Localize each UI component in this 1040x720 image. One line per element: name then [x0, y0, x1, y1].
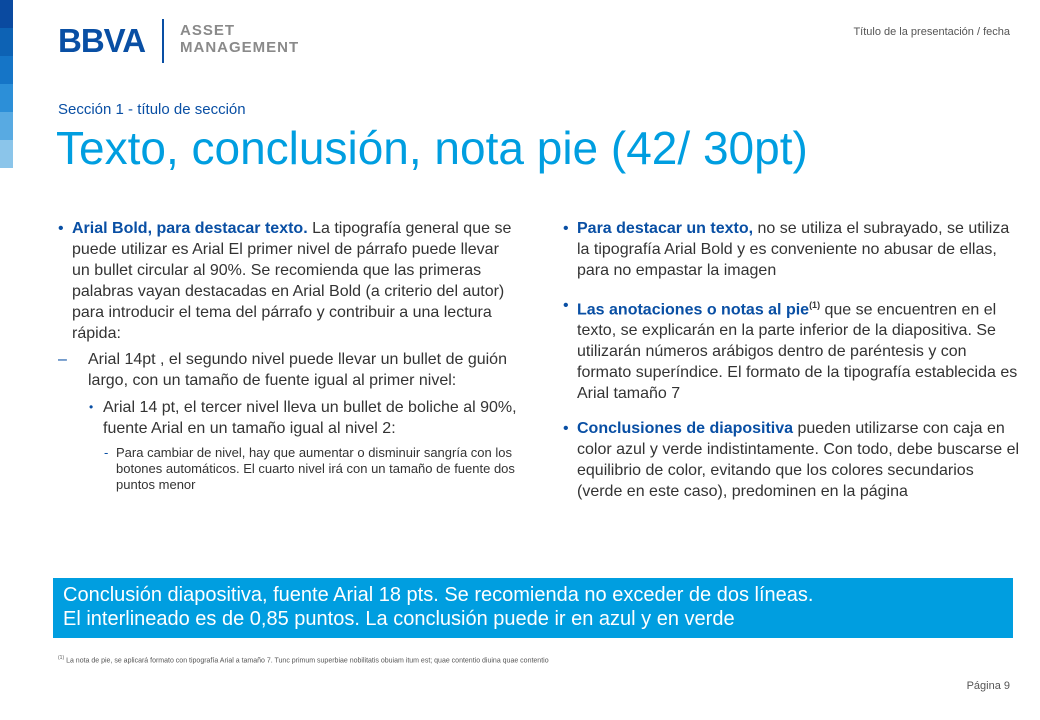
decorative-strip-1	[0, 0, 13, 28]
decorative-strip-5	[0, 112, 13, 140]
management-label: MANAGEMENT	[180, 39, 300, 56]
bbva-logo: BBVA	[58, 22, 146, 59]
decorative-strip-6	[0, 140, 13, 168]
decorative-strip-3	[0, 56, 13, 84]
bullet-bold-lead: Arial Bold, para destacar texto.	[72, 220, 308, 237]
decorative-strip-4	[0, 84, 13, 112]
bullet-text: Arial 14 pt, el tercer nivel lleva un bullet de boliche al 90%, fuente Arial en un tamaño igual al nivel 2:	[103, 399, 517, 437]
footnote-reference: (1)	[809, 300, 821, 310]
conclusion-box	[53, 578, 1013, 638]
bullet-level-1	[58, 218, 520, 344]
right-column	[563, 218, 1023, 516]
bullet-text: Arial 14pt , el segundo nivel puede llevar un bullet de guión largo, con un tamaño de fuente igual al primer nivel:	[88, 351, 507, 389]
asset-label: ASSET	[180, 22, 236, 39]
decorative-strip-2	[0, 28, 13, 56]
bullet-bold-lead: Para destacar un texto,	[577, 220, 754, 237]
bullet-bold-lead: Las anotaciones o notas al pie	[577, 301, 810, 319]
bullet-text: pueden utilizarse con caja en color azul y verde indistintamente. Con todo, debe buscarse el equilibrio de color, evitando que los colores secundarios (verde en este caso), predominen en la página	[577, 420, 1020, 501]
conclusion-line-1: Conclusión diapositiva, fuente Arial 18 pts. Se recomienda no exceder de dos líneas.	[63, 584, 814, 606]
bullet-text: La tipografía general que se puede utilizar es Arial El primer nivel de párrafo puede llevar un bullet circular al 90%. Se recomienda que las primeras palabras vayan destacadas en Arial Bold (a criterio del autor) para introducir el tema del párrafo y contribuir a una lectura rápida:	[72, 220, 512, 342]
footnote-marker: (1)	[58, 655, 65, 661]
bullet-level-4	[58, 445, 520, 493]
page-number: Página 9	[966, 680, 1010, 692]
conclusion-line-2: El interlineado es de 0,85 puntos. La conclusión puede ir en azul y en verde	[63, 608, 735, 630]
footnote-text: La nota de pie, se aplicará formato con tipografía Arial a tamaño 7. Tunc primum superbiae nobilitatis obuiam itum est; quae contentio diuina quae contentio	[64, 657, 549, 665]
bullet-dot-icon: •	[563, 220, 569, 237]
bullet-dot-icon: •	[563, 297, 569, 314]
bullet-hyphen-icon: -	[104, 445, 109, 460]
slide-title: Texto, conclusión, nota pie (42/ 30pt)	[56, 122, 808, 174]
bullet-dot-icon: •	[89, 400, 94, 414]
bullet-text: que se encuentren en el texto, se explicarán en la parte inferior de la diapositiva. Se utilizarán números arábigos dentro de paréntesis y con formato superíndice. El formato de la tipografía establecida es Arial tamaño 7	[577, 301, 1018, 403]
bullet-level-1	[563, 295, 1023, 404]
left-column	[58, 218, 520, 495]
presentation-title-date: Título de la presentación / fecha	[853, 26, 1010, 38]
bullet-level-2	[58, 349, 520, 391]
bullet-dash-icon: –	[58, 351, 67, 368]
logo-divider	[162, 19, 164, 63]
section-label: Sección 1 - título de sección	[58, 101, 246, 118]
bullet-text: Para cambiar de nivel, hay que aumentar o disminuir sangría con los botones automáticos. El cuarto nivel irá con un tamaño de fuente dos puntos menor	[116, 445, 515, 492]
bullet-text: no se utiliza el subrayado, se utiliza la tipografía Arial Bold y es conveniente no abusar de ellas, para no empastar la imagen	[577, 220, 1010, 279]
bullet-level-3	[58, 397, 520, 439]
bullet-level-1	[563, 418, 1023, 502]
asset-management-mark	[180, 22, 299, 56]
footnote	[58, 655, 549, 664]
bullet-level-1	[563, 218, 1023, 281]
bullet-dot-icon: •	[563, 420, 569, 438]
bullet-dot-icon: •	[58, 220, 64, 237]
bullet-bold-lead: Conclusiones de diapositiva	[577, 420, 794, 438]
